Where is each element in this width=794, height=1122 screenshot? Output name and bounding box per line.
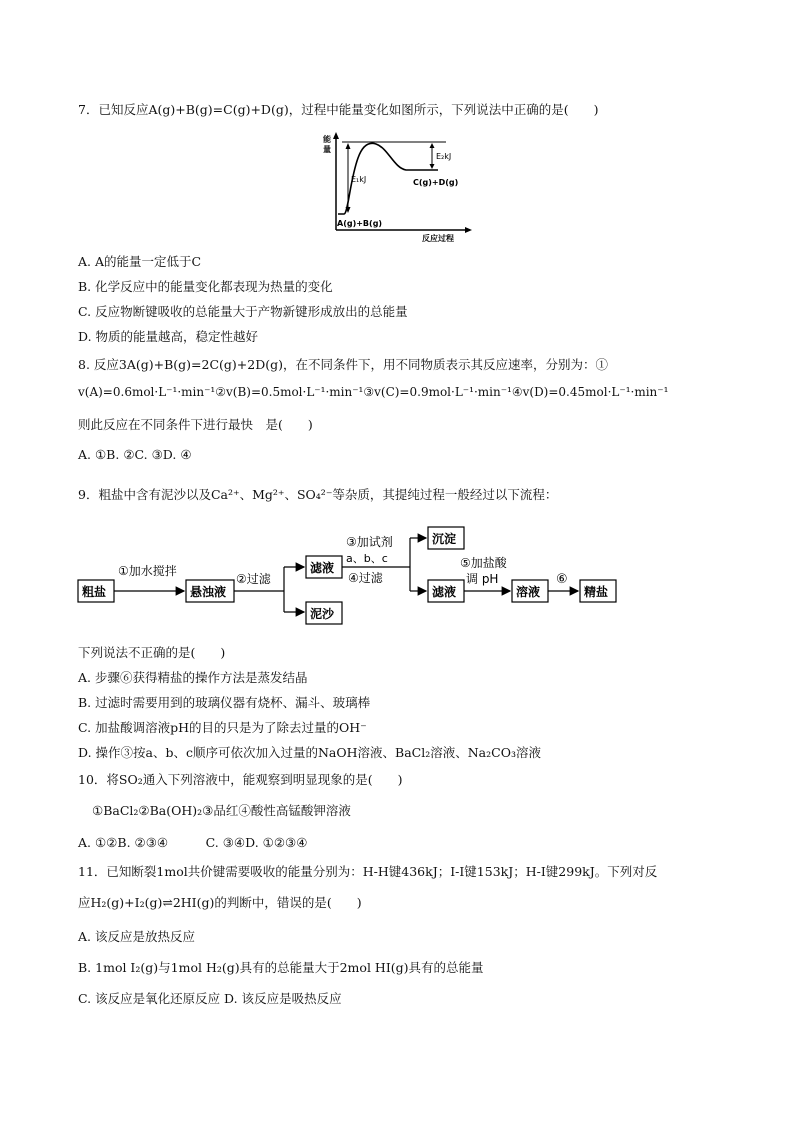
- y-axis-arrow: [333, 132, 339, 139]
- refined-salt-box: [580, 580, 616, 602]
- filtrate2-box: [428, 580, 464, 602]
- y-axis-label-1: 能: [323, 135, 331, 144]
- q7-option-a: A. A的能量一定低于C: [78, 254, 202, 269]
- energy-diagram: [318, 130, 478, 242]
- q11-option-cd: C. 该反应是氧化还原反应 D. 该反应是吸热反应: [78, 991, 342, 1006]
- q11-stem-line1: 11．已知断裂1mol共价键需要吸收的能量分别为：H-H键436kJ；I-I键153kJ；H-I键299kJ。下列对反: [78, 864, 658, 879]
- step5-label-2: 调 pH: [466, 572, 499, 586]
- y-axis-label-2: 量: [323, 145, 331, 154]
- step4-label: ④过滤: [348, 571, 383, 585]
- reactants-label: A(g)+B(g): [337, 219, 383, 228]
- step5-label-1: ⑤加盐酸: [460, 556, 507, 570]
- q9-option-d: D. 操作③按a、b、c顺序可依次加入过量的NaOH溶液、BaCl₂溶液、Na₂CO₃溶液: [78, 745, 541, 760]
- suspension-box: [186, 580, 234, 602]
- step3-label: ③加试剂: [346, 535, 393, 549]
- x-axis-arrow: [465, 227, 472, 233]
- sediment-label: 泥沙: [310, 607, 335, 621]
- e2-arrow-bottom: [430, 164, 435, 169]
- filtrate2-label: 滤液: [432, 585, 457, 599]
- crude-salt-label: 粗盐: [82, 585, 107, 599]
- step6-label: ⑥: [556, 572, 568, 587]
- q11-option-a: A. 该反应是放热反应: [78, 929, 195, 944]
- q8-rates: v(A)=0.6mol·L⁻¹·min⁻¹②v(B)=0.5mol·L⁻¹·min⁻¹③v(C)=0.9mol·L⁻¹·min⁻¹④v(D)=0.45mol·L⁻¹·min⁻¹: [78, 385, 669, 399]
- x-axis-label: 反应过程: [422, 234, 454, 242]
- q11-stem-line2: 应H₂(g)+I₂(g)⇌2HI(g)的判断中，错误的是( ): [78, 895, 362, 910]
- reagents-label: a、b、c: [346, 552, 388, 565]
- e1-arrow-top: [346, 143, 351, 149]
- products-label: C(g)+D(g): [413, 178, 459, 187]
- q8-options: A. ①B. ②C. ③D. ④: [78, 447, 192, 462]
- q11-option-b: B. 1mol I₂(g)与1mol H₂(g)具有的总能量大于2mol HI(g)具有的总能量: [78, 960, 484, 975]
- q9-option-a: A. 步骤⑥获得精盐的操作方法是蒸发结晶: [78, 670, 308, 685]
- q10-stem: 10．将SO₂通入下列溶液中，能观察到明显现象的是( ): [78, 772, 403, 787]
- sediment-box: [306, 602, 342, 624]
- solution-label: 溶液: [516, 585, 541, 599]
- e1-label: E₁kJ: [351, 175, 367, 184]
- q9-stem: 9．粗盐中含有泥沙以及Ca²⁺、Mg²⁺、SO₄²⁻等杂质，其提纯过程一般经过以下流程：: [78, 487, 558, 502]
- q7-stem: 7．已知反应A(g)+B(g)=C(g)+D(g)，过程中能量变化如图所示，下列说法中正确的是( ): [78, 102, 599, 117]
- precipitate-label: 沉淀: [432, 532, 457, 546]
- filtrate1-box: [306, 556, 342, 578]
- filtrate1-label: 滤液: [310, 561, 335, 575]
- e2-label: E₂kJ: [436, 152, 452, 161]
- q7-option-b: B. 化学反应中的能量变化都表现为热量的变化: [78, 279, 333, 294]
- q9-option-b: B. 过滤时需要用到的玻璃仪器有烧杯、漏斗、玻璃棒: [78, 695, 371, 710]
- q9-option-c: C. 加盐酸调溶液pH的目的只是为了除去过量的OH⁻: [78, 720, 367, 735]
- q10-choices: ①BaCl₂②Ba(OH)₂③品红④酸性高锰酸钾溶液: [92, 803, 351, 818]
- q9-question: 下列说法不正确的是( ): [78, 645, 226, 660]
- step1-label: ①加水搅拌: [118, 564, 177, 578]
- q8-question: 则此反应在不同条件下进行最快 是( ): [78, 417, 313, 432]
- suspension-label: 悬浊液: [190, 585, 227, 599]
- refined-salt-label: 精盐: [584, 585, 609, 599]
- q7-option-c: C. 反应物断键吸收的总能量大于产物新键形成放出的总能量: [78, 304, 408, 319]
- precipitate-box: [428, 527, 464, 549]
- solution-box: [512, 580, 548, 602]
- step2-label: ②过滤: [236, 572, 271, 586]
- q10-options: A. ①②B. ②③④ C. ③④D. ①②③④: [78, 835, 308, 850]
- q7-option-d: D. 物质的能量越高，稳定性越好: [78, 329, 259, 344]
- e2-arrow-top: [430, 143, 435, 148]
- crude-salt-box: [78, 580, 114, 602]
- q8-stem: 8. 反应3A(g)+B(g)=2C(g)+2D(g)，在不同条件下，用不同物质表示其反应速率，分别为：①: [78, 357, 609, 372]
- purification-flowchart: [76, 522, 636, 632]
